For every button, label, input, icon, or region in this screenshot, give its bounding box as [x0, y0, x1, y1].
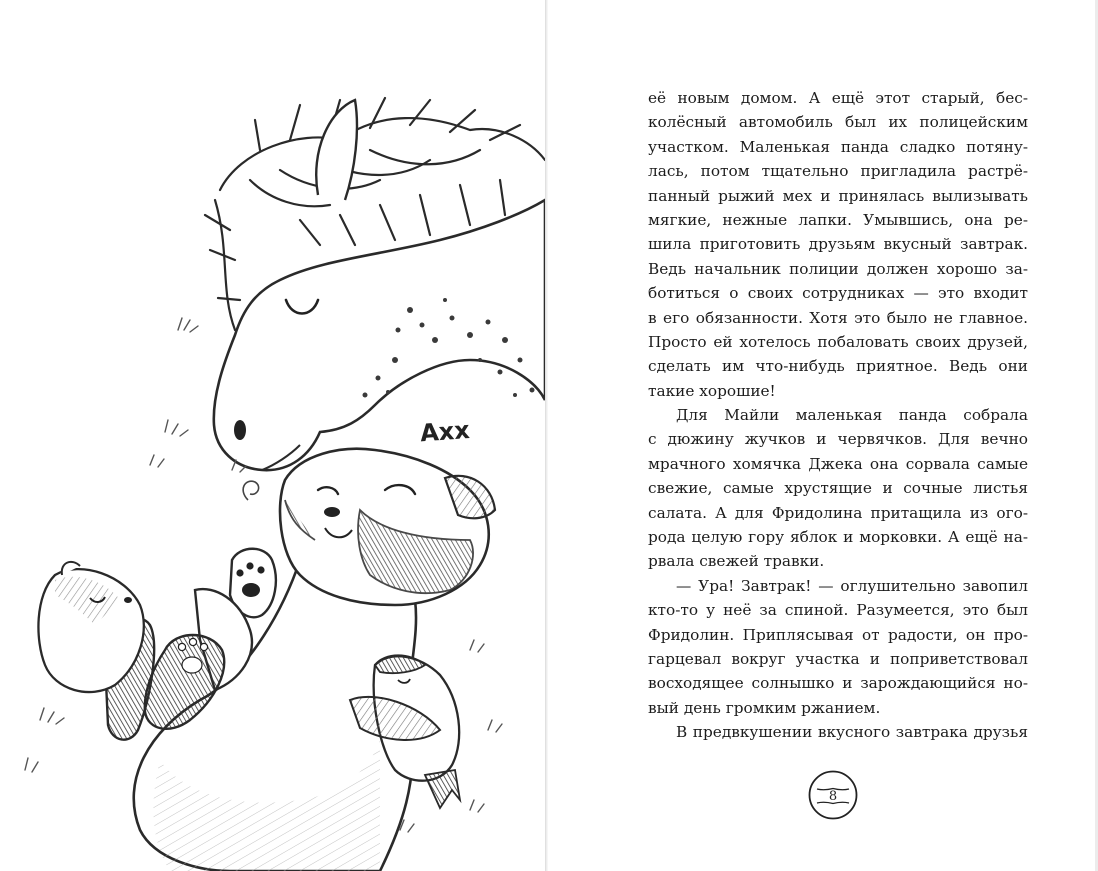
text-line: Просто ей хотелось побаловать своих друзей,: [648, 332, 1028, 351]
text-line: Для Майли маленькая панда собрала: [676, 406, 1028, 425]
text-line: такие хорошие!: [648, 381, 776, 400]
page-number-badge: [807, 769, 859, 821]
sleep-swirl: [243, 481, 258, 500]
right-page: [548, 0, 1098, 871]
page-number: 8: [828, 789, 838, 804]
text-line: шила приготовить друзьям вкусный завтрак.: [648, 235, 1028, 254]
text-line: рвала свежей травки.: [648, 552, 825, 571]
horse-nostril: [234, 420, 246, 440]
text-line: её новым домом. А ещё этот старый, бес-: [648, 89, 1028, 107]
text-line: гарцевал вокруг участка и поприветствовал: [648, 649, 1028, 668]
text-line: рода целую гору яблок и морковки. А ещё на-: [648, 528, 1028, 547]
horse-head: [214, 200, 545, 470]
text-line: кто-то у неё за спиной. Разумеется, это был: [648, 601, 1028, 620]
text-line: сделать им что-нибудь приятное. Ведь они: [648, 357, 1028, 376]
illustration-sleeping-animals: [0, 0, 545, 871]
left-page: [0, 0, 545, 871]
text-line: Фридолин. Приплясывая от радости, он про-: [648, 625, 1028, 644]
horse-ear: [316, 100, 357, 200]
paragraph: [648, 720, 1028, 744]
page-number-ornament: [807, 769, 859, 821]
red-panda-nose: [324, 507, 340, 517]
bird-tail: [425, 770, 460, 808]
text-line: в его обязанности. Хотя это было не главное.: [648, 308, 1028, 327]
hamster-nose: [124, 597, 132, 603]
text-line: вый день громким ржанием.: [648, 698, 881, 717]
artist-signature: Axx: [419, 415, 471, 448]
text-line: Ведь начальник полиции должен хорошо за-: [648, 259, 1028, 278]
text-line: с дюжину жучков и червячков. Для вечно: [648, 430, 1028, 449]
paragraph: [648, 403, 1028, 574]
page-text: [648, 86, 1028, 745]
paragraph: [648, 574, 1028, 720]
paragraph: [648, 86, 1028, 403]
text-line: — Ура! Завтрак! — оглушительно завопил: [676, 576, 1028, 595]
text-line: участком. Маленькая панда сладко потяну-: [648, 137, 1028, 156]
text-line: колёсный автомобиль был их полицейским: [648, 113, 1028, 132]
text-line: В предвкушении вкусного завтрака друзья: [676, 723, 1028, 742]
text-line: свежие, самые хрустящие и сочные листья: [648, 479, 1028, 498]
text-line: салата. А для Фридолина притащила из ого-: [648, 503, 1028, 522]
text-line: мрачного хомячка Джека она сорвала самые: [648, 454, 1028, 473]
text-line: лась, потом тщательно пригладила растрё-: [648, 162, 1028, 181]
text-line: панный рыжий мех и принялась вылизывать: [648, 186, 1028, 205]
text-line: мягкие, нежные лапки. Умывшись, она ре-: [648, 210, 1028, 229]
text-line: восходящее солнышко и зарождающийся но-: [648, 674, 1028, 693]
text-line: ботиться о своих сотрудниках — это входит: [648, 284, 1028, 303]
